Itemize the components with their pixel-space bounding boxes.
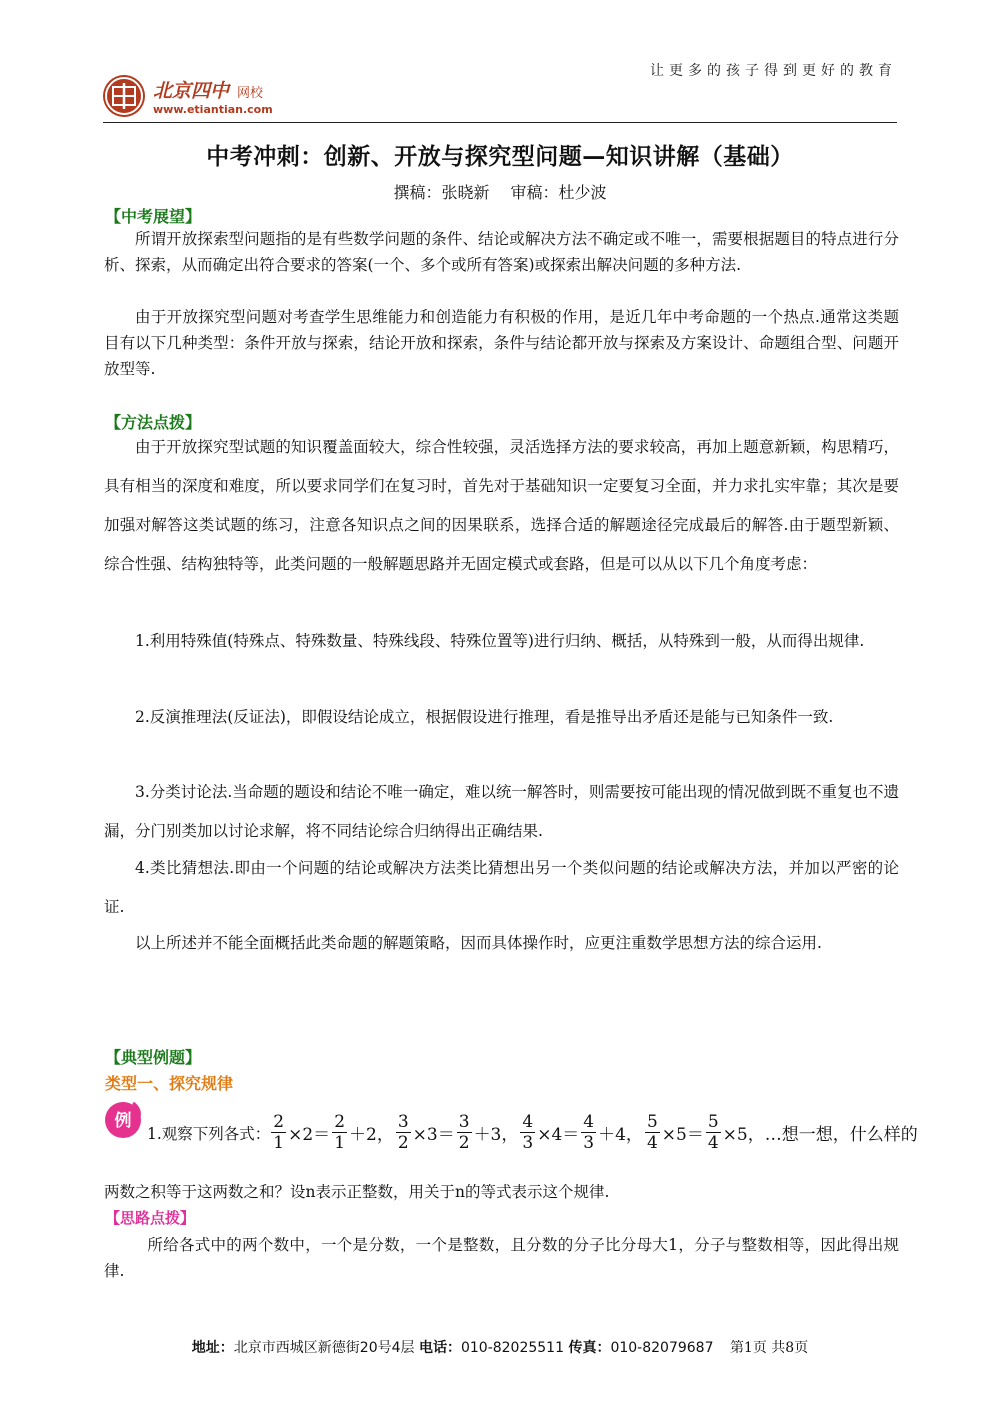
fraction: $\frac{5}{4}$ — [707, 1112, 719, 1153]
page-number: 第1页 共8页 — [729, 1340, 809, 1356]
page-title: 中考冲刺：创新、开放与探究型问题—知识讲解（基础） — [206, 144, 794, 170]
methods-paragraph: 由于开放探究型试题的知识覆盖面较大，综合性较强，灵活选择方法的要求较高，再加上题意新颖，构思精巧，具有相当的深度和难度，所以要求同学们在复习时，首先对于基础知识一定要复习全面，并力求扎实牢靠；其次是要加强对解答这类试题的练习，注意各知识点之间的因果联系，选择合适的解题途径完成最后的解答.由于题型新颖、综合性强、结构独特等，此类问题的一般解题思路并无固定模式或套路，但是可以从以下几个角度考虑： — [104, 438, 899, 573]
logo-seal-icon — [103, 75, 145, 117]
fraction: $\frac{2}{1}$ — [334, 1112, 346, 1153]
operator: ×5＝ — [661, 1125, 704, 1145]
method-item-2: 2.反演推理法(反证法)，即假设结论成立，根据假设进行推理，看是推导出矛盾还是能与已知条件一致. — [135, 708, 834, 726]
outlook-paragraph-2: 由于开放探究型问题对考查学生思维能力和创造能力有积极的作用，是近几年中考命题的一个热点.通常这类题目有以下几种类型：条件开放与探索，结论开放和探索，条件与结论都开放与探索及方案设计、命题组合型、问题开放型等. — [104, 308, 899, 378]
section-heading-outlook: 【中考展望】 — [105, 207, 202, 226]
operator: ＋3， — [473, 1125, 519, 1145]
logo-name: 北京四中 — [153, 80, 230, 102]
example-1-question: 两数之积等于这两数之和？设n表示正整数，用关于n的等式表示这个规律. — [104, 1183, 610, 1201]
hint-heading: 【思路点拨】 — [105, 1209, 196, 1227]
footer-fax-label: 传真： — [568, 1340, 611, 1356]
author-line — [0, 180, 1000, 203]
outlook-paragraph-1: 所谓开放探索型问题指的是有些数学问题的条件、结论或解决方法不确定或不唯一，需要根据题目的特点进行分析、探索，从而确定出符合要求的答案(一个、多个或所有答案)或探索出解决问题的多种方法. — [104, 230, 899, 274]
section-heading-methods: 【方法点拨】 — [105, 413, 202, 432]
footer-tel-label: 电话： — [418, 1340, 461, 1356]
hint-paragraph: 所给各式中的两个数中，一个是分数，一个是整数，且分数的分子比分母大1，分子与整数相等，因此得出规律. — [104, 1236, 899, 1280]
example-badge-icon — [103, 1099, 143, 1139]
type-heading-1: 类型一、探究规律 — [105, 1074, 234, 1093]
operator: ×5，…想一想，什么样的 — [722, 1125, 918, 1145]
operator: ＋4， — [598, 1125, 643, 1145]
footer-address-label: 地址： — [191, 1340, 234, 1356]
fraction: $\frac{4}{3}$ — [583, 1112, 595, 1153]
footer-address: 北京市西城区新德街20号4层 — [233, 1340, 415, 1356]
example-badge-label: 例 — [114, 1111, 132, 1131]
operator: ×3＝ — [412, 1125, 455, 1145]
operator: ＋2， — [349, 1125, 394, 1145]
fraction: $\frac{5}{4}$ — [646, 1112, 658, 1153]
footer-tel: 010-82025511 — [460, 1340, 564, 1356]
school-logo — [103, 75, 343, 120]
header-slogan: 让更多的孩子得到更好的教育 — [650, 63, 897, 79]
example-1-equations — [147, 1112, 919, 1153]
page-footer — [0, 1337, 1000, 1357]
example-lead: 1.观察下列各式： — [147, 1124, 271, 1143]
operator: ×4＝ — [537, 1125, 580, 1145]
method-item-4: 4.类比猜想法.即由一个问题的结论或解决方法类比猜想出另一个类似问题的结论或解决方法，并加以严密的论证. — [104, 859, 899, 916]
fraction: $\frac{3}{2}$ — [458, 1112, 470, 1153]
footer-fax: 010-82079687 — [610, 1340, 714, 1356]
fraction: $\frac{3}{2}$ — [397, 1112, 409, 1153]
fraction: $\frac{4}{3}$ — [522, 1112, 534, 1153]
logo-subtitle: 网校 — [237, 86, 264, 101]
methods-summary: 以上所述并不能全面概括此类命题的解题策略，因而具体操作时，应更注重数学思想方法的综合运用. — [135, 934, 822, 952]
reviewer: 审稿：杜少波 — [510, 183, 607, 202]
method-item-1: 1.利用特殊值(特殊点、特殊数量、特殊线段、特殊位置等)进行归纳、概括，从特殊到一般，从而得出规律. — [135, 632, 865, 650]
method-item-3: 3.分类讨论法.当命题的题设和结论不唯一确定，难以统一解答时，则需要按可能出现的情况做到既不重复也不遗漏，分门别类加以讨论求解，将不同结论综合归纳得出正确结果. — [104, 783, 899, 840]
logo-url: www.etiantian.com — [153, 103, 273, 116]
section-heading-examples: 【典型例题】 — [105, 1048, 202, 1067]
writer: 撰稿：张晓新 — [393, 183, 490, 202]
fraction: $\frac{2}{1}$ — [273, 1112, 285, 1153]
operator: ×2＝ — [288, 1125, 331, 1145]
header-divider — [103, 122, 897, 123]
